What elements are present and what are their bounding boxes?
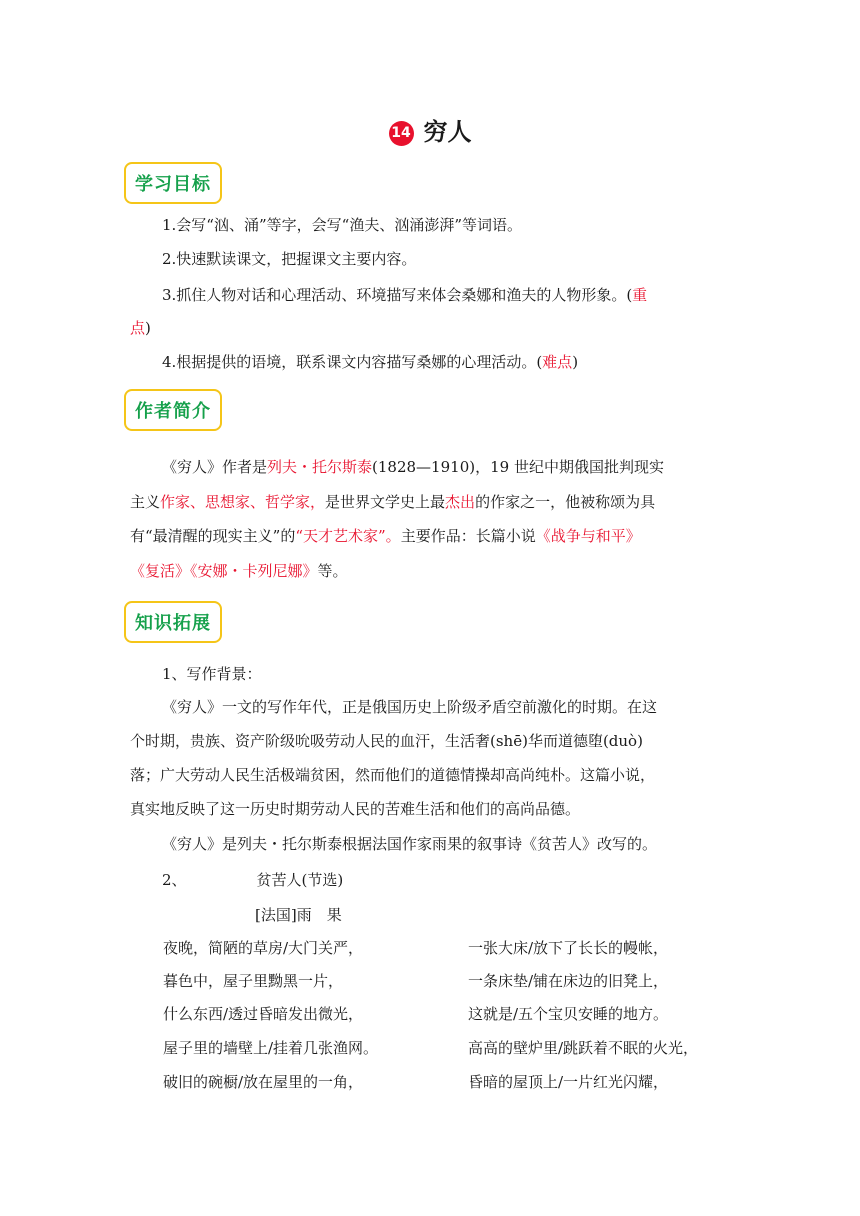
goal-item-3-cont bbox=[130, 312, 730, 345]
background-paragraph: 落；广大劳动人民生活极端贫困，然而他们的道德情操却高尚纯朴。这篇小说， bbox=[130, 766, 656, 784]
author-line-3 bbox=[130, 520, 730, 553]
background-paragraph: 真实地反映了这一历史时期劳动人民的苦难生活和他们的高尚品德。 bbox=[130, 800, 581, 818]
goal-3-close: ) bbox=[145, 319, 151, 337]
goal-3-highlight: 重 bbox=[632, 286, 648, 304]
goal-4-highlight: 难点 bbox=[542, 353, 573, 371]
poem-line: 这就是/五个宝贝安睡的地方。 bbox=[468, 1005, 669, 1023]
author-text: 的作家之一，他被称颂为具 bbox=[475, 493, 656, 511]
section-label-knowledge: 知识拓展 bbox=[124, 601, 222, 643]
section-label-author: 作者简介 bbox=[124, 389, 222, 431]
goal-4-text: 4.根据提供的语境，联系课文内容描写桑娜的心理活动。( bbox=[162, 353, 543, 371]
goal-4-close: ) bbox=[572, 353, 579, 371]
poem-right-column bbox=[468, 932, 698, 1099]
background-paragraph: 个时期，贵族、资产阶级吮吸劳动人民的血汗，生活奢(shē)华而道德堕(duò) bbox=[130, 732, 643, 750]
author-text: 等。 bbox=[317, 562, 348, 580]
author-name-highlight: 列夫・托尔斯泰 bbox=[267, 458, 373, 476]
author-text: 主义 bbox=[130, 493, 161, 511]
goal-3-highlight-cont: 点 bbox=[130, 319, 146, 337]
poem-title: 贫苦人(节选) bbox=[256, 871, 344, 889]
author-highlight: 杰出 bbox=[445, 493, 476, 511]
poem-line: 夜晚，简陋的草房/大门关严， bbox=[163, 939, 364, 957]
poem-line: 暮色中，屋子里黝黑一片， bbox=[163, 972, 344, 990]
background-heading: 1、写作背景： bbox=[162, 665, 262, 683]
poem-line: 高高的壁炉里/跳跃着不眠的火光， bbox=[468, 1039, 699, 1057]
poem-heading bbox=[130, 864, 762, 897]
poem-line: 破旧的碗橱/放在屋里的一角， bbox=[163, 1073, 364, 1091]
poem-left-column bbox=[163, 932, 378, 1099]
poem-author: [法国]雨 果 bbox=[255, 906, 342, 924]
author-line-1 bbox=[130, 451, 762, 484]
goal-item-4 bbox=[130, 346, 762, 379]
author-text: 是世界文学史上最 bbox=[325, 493, 446, 511]
section-label-goals: 学习目标 bbox=[124, 162, 222, 204]
author-role-highlight: 作家、思想家、哲学家， bbox=[160, 493, 326, 511]
lesson-number-badge: 14 bbox=[389, 121, 414, 146]
author-line-2 bbox=[130, 486, 730, 519]
poem-line: 一条床垫/铺在床边的旧凳上， bbox=[468, 972, 669, 990]
poem-number: 2、 bbox=[162, 871, 187, 889]
author-line-4 bbox=[130, 555, 730, 588]
background-paragraph: 《穷人》是列夫・托尔斯泰根据法国作家雨果的叙事诗《贫苦人》改写的。 bbox=[162, 835, 658, 853]
work-highlight: 《战争与和平》 bbox=[535, 527, 641, 545]
author-highlight: “天才艺术家”。 bbox=[295, 527, 401, 545]
lesson-title bbox=[0, 112, 860, 147]
author-text: 主要作品：长篇小说 bbox=[400, 527, 536, 545]
author-text: 有“最清醒的现实主义”的 bbox=[130, 527, 296, 545]
poem-line: 什么东西/透过昏暗发出微光， bbox=[163, 1005, 364, 1023]
poem-line: 屋子里的墙壁上/挂着几张渔网。 bbox=[163, 1039, 379, 1057]
lesson-title-text: 穷人 bbox=[423, 118, 472, 146]
author-text: 《穷人》作者是 bbox=[162, 458, 268, 476]
author-text: (1828—1910)，19 世纪中期俄国批判现实 bbox=[372, 458, 664, 476]
goal-3-text: 3.抓住人物对话和心理活动、环境描写来体会桑娜和渔夫的人物形象。( bbox=[162, 286, 633, 304]
goal-item-2: 2.快速默读课文，把握课文主要内容。 bbox=[162, 250, 417, 268]
background-paragraph: 《穷人》一文的写作年代，正是俄国历史上阶级矛盾空前激化的时期。在这 bbox=[162, 698, 658, 716]
goal-item-1: 1.会写“汹、涌”等字，会写“渔夫、汹涌澎湃”等词语。 bbox=[162, 216, 522, 234]
goal-item-3 bbox=[130, 279, 762, 312]
poem-line: 昏暗的屋顶上/一片红光闪耀， bbox=[468, 1073, 669, 1091]
work-highlight: 《复活》《安娜・卡列尼娜》 bbox=[130, 562, 318, 580]
poem-line: 一张大床/放下了长长的幔帐， bbox=[468, 939, 669, 957]
